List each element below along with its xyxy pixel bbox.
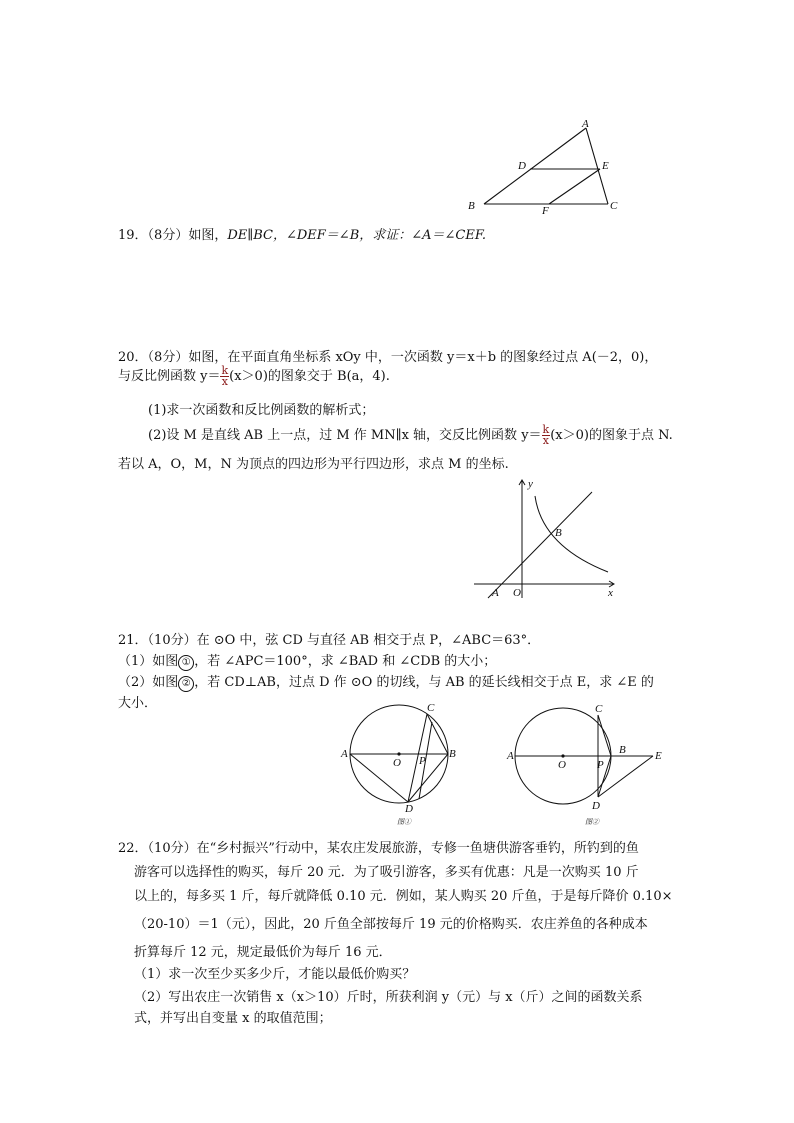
q21-fig2-label-b: B (619, 744, 626, 756)
q20-part1: (1)求一次函数和反比例函数的解析式； (148, 403, 375, 418)
q22-part2-line2: 式，并写出自变量 x 的取值范围； (134, 1011, 332, 1026)
q20-label-o: O (513, 587, 521, 599)
q19-label-e: E (602, 160, 609, 172)
q20-fraction-k-over-x: $\frac{k}{x}$ (221, 364, 229, 388)
q19-label-b: B (468, 200, 475, 212)
q20-line1: 20．（8分）如图，在平面直角坐标系 xOy 中，一次函数 y＝x＋b 的图象经过点 A(－2，0)， (118, 350, 658, 365)
q20-hyperbola (535, 496, 608, 572)
q22-line2: 游客可以选择性的购买，每斤 20 元．为了吸引游客，多买有优惠：凡是一次购买 10 斤 (134, 865, 639, 880)
q22-line5: 折算每斤 12 元，规定最低价为每斤 16 元． (134, 945, 392, 960)
q21-figure-1 (335, 700, 465, 830)
q21-fig1-center-dot (397, 752, 400, 755)
q19-line-ef (549, 169, 600, 204)
q21-fig2-label-c: C (595, 703, 603, 715)
q21-figure-2 (503, 700, 673, 830)
q21-part1: （1）如图 ① ，若 ∠APC＝100°，求 ∠BAD 和 ∠CDB 的大小； (118, 654, 497, 669)
q19-prefix: 19．（8分）如图， (118, 228, 228, 243)
q21-fig2-label-e: E (655, 750, 662, 762)
q21-line1: 21．（10分）在 ⊙O 中，弦 CD 与直径 AB 相交于点 P，∠ABC＝63°． (118, 633, 541, 648)
q19-triangle-figure (462, 116, 627, 221)
q19-label-d: D (518, 160, 526, 172)
q21-part1-mark: ① (178, 655, 194, 671)
q21-fig2-label-d: D (592, 800, 600, 812)
q20-line2-pre: 与反比例函数 y＝ (118, 369, 221, 384)
q21-fig1-caption: 图① (397, 819, 411, 826)
q22-line1: 22．（10分）在“乡村振兴”行动中，某农庄发展旅游，专修一鱼塘供游客垂钓，所钓到的鱼 (118, 841, 639, 856)
q20-part2-fraction: $\frac{k}{x}$ (542, 423, 550, 447)
q20-line2-post: (x＞0)的图象交于 B(a，4). (229, 369, 390, 384)
q20-part2 (148, 424, 673, 446)
q20-label-b: B (555, 527, 562, 539)
q21-fig1-label-a: A (341, 748, 348, 760)
q21-fig1-label-d: D (405, 803, 413, 815)
q21-fig2-label-p: P (597, 759, 604, 771)
q21-fig1-label-b: B (449, 748, 456, 760)
q19-text (118, 224, 486, 243)
q19-label-a: A (582, 118, 589, 130)
q20-line2 (118, 365, 390, 387)
q20-label-y: y (528, 478, 533, 490)
q20-part2-pre: (2)设 M 是直线 AB 上一点，过 M 作 MN∥x 轴，交反比例函数 y＝ (148, 428, 542, 443)
q20-coordinate-figure (470, 474, 620, 602)
q20-part2-line2: 若以 A，O，M，N 为顶点的四边形为平行四边形，求点 M 的坐标. (118, 457, 509, 472)
q21-part2: （2）如图 ② ，若 CD⊥AB，过点 D 作 ⊙O 的切线，与 AB 的延长线相交于点 E，求 ∠E 的 (118, 675, 654, 690)
q22-line4: （20-10）＝1（元），因此，20 斤鱼全部按每斤 19 元的价格购买．农庄养鱼的各种成本 (134, 917, 648, 932)
q21-fig1-label-p: P (419, 755, 426, 767)
q19-label-c: C (610, 200, 618, 212)
q21-fig2-label-o: O (558, 759, 566, 771)
q19-label-f: F (542, 205, 549, 217)
q19-line-ab (484, 128, 586, 204)
q21-part2-line2: 大小． (118, 696, 158, 711)
q21-fig1-label-c: C (427, 702, 435, 714)
q20-label-x: x (608, 587, 613, 599)
q21-fig1-label-o: O (393, 757, 401, 769)
q22-part2-line1: （2）写出农庄一次销售 x（x＞10）斤时，所获利润 y（元）与 x（斤）之间的函数关系 (134, 990, 643, 1005)
q20-part2-post: (x＞0)的图象于点 N. (550, 428, 673, 443)
q20-line-ab (488, 492, 592, 598)
q22-line3: 以上的，每多买 1 斤，每斤就降低 0.10 元．例如，某人购买 20 斤鱼，于是每斤降价 0.10× (134, 889, 673, 904)
q21-fig2-label-a: A (507, 750, 514, 762)
q21-part2-mark: ② (178, 676, 194, 692)
q19-body: DE∥BC，∠DEF＝∠B，求证：∠A＝∠CEF. (227, 228, 486, 243)
q22-part1: （1）求一次至少买多少斤，才能以最低价购买？ (134, 967, 416, 982)
q21-fig2-center-dot (561, 754, 564, 757)
q21-fig2-caption: 图② (585, 819, 599, 826)
q21-fig2-line-cb (598, 715, 611, 756)
q20-label-a: A (492, 587, 499, 599)
